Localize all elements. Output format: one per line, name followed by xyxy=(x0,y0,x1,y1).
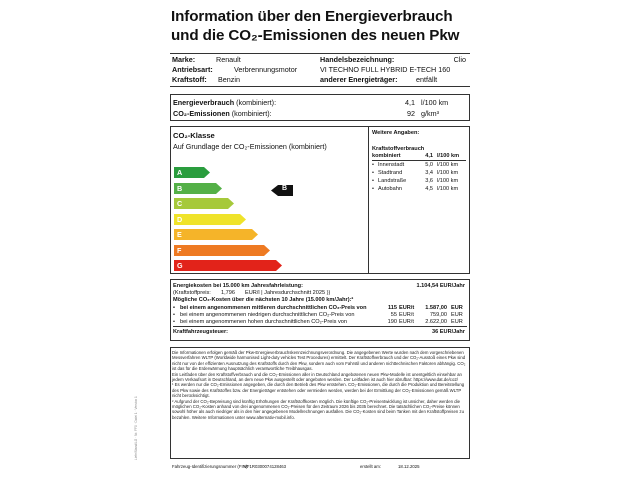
co2-class-letter: G xyxy=(177,261,183,270)
fuel-row-bullet: • xyxy=(372,170,374,176)
co2-class-letter: E xyxy=(177,230,182,239)
fuel-combined-label: kombiniert xyxy=(372,153,401,159)
page-title xyxy=(171,7,471,45)
fuel-row-unit: l/100 km xyxy=(437,162,459,168)
fuel-row-unit: l/100 km xyxy=(437,178,459,184)
co2-class-letter: F xyxy=(177,245,182,255)
fuel-row-label: Landstraße xyxy=(378,178,407,184)
co2-cost-bullet: • xyxy=(173,319,175,325)
co2-emissions-suffix: (kombiniert): xyxy=(231,109,272,118)
co2-class-letter: A xyxy=(177,168,183,177)
co2-cost-bullet: • xyxy=(173,312,175,318)
fuel-combined-value: 4,1 xyxy=(425,153,433,159)
disclaimer-paragraph-1: Die Informationen erfolgen gemäß der Pkw-Energieverbrauchskennzeichnungsverordnung. Die angegebenen Werte wurden nach dem vorgeschriebenen Messverfahren WLTP (Worldwide harmonised Light-duty vehicles Test Procedures) ermittelt. Der Kraftstoffverbrauch und der CO₂-Ausstoß eines Pkw sind nicht nur von der effizienten Ausnutzung des Kraftstoffs durch den Pkw, sondern auch vom Fahrstil und anderen nichttechnischen Faktoren abhängig. CO₂ ist das für die Erderwärmung hauptsächlich verantwortliche Treibhausgas. xyxy=(172,350,466,372)
co2-cost-price: 55 xyxy=(390,312,397,318)
energy-cost-label: Energiekosten bei 15.000 km Jahresfahrleistung: xyxy=(173,283,303,289)
fuel-price-label: (Kraftstoffpreis: xyxy=(173,290,211,296)
anderer-energietraeger-label: anderer Energieträger: xyxy=(320,75,398,84)
side-reference-text: Liefe/Stand/LG · Nr. FF0 · Datei 1 · Version 1 xyxy=(134,396,138,460)
co2-cost-label: bei einem angenommenen hohen durchschnittlichen CO₂-Preis von xyxy=(180,319,347,325)
antrieb-label: Antriebsart: xyxy=(172,65,213,74)
costs-box xyxy=(170,279,470,341)
fuel-price-unit: EUR/l | Jahresdurchschnitt 2025 )) xyxy=(245,290,331,296)
title-line-1: Information über den Energieverbrauch xyxy=(171,8,453,25)
fuel-combined-rule xyxy=(372,160,466,161)
energy-consumption-suffix: (kombiniert): xyxy=(236,98,277,107)
disclaimer-paragraph-2: Ein Leitfaden über den Kraftstoffverbrauch und die CO₂-Emissionen aller in Deutschland angebotenen neuen Pkw-Modelle ist unentgeltlich einsehbar an jedem Verkaufsort in Deutschland, an dem neue Pkw ausgestellt oder angeboten werden. Der Leitfaden ist auch hier abrufbar: https://www.dat.de/co2/ xyxy=(172,371,462,383)
co2-cost-currency: EUR xyxy=(451,305,463,311)
energy-consumption-label: Energieverbrauch xyxy=(173,98,235,107)
fuel-row-bullet: • xyxy=(372,178,374,184)
co2-class-arrow-d xyxy=(174,214,247,225)
fuel-row-bullet: • xyxy=(372,162,374,168)
co2-cost-heading: Mögliche CO₂-Kosten über die nächsten 10 Jahre (15.000 km/Jahr):² xyxy=(173,297,354,303)
co2-cost-label: bei einem angenommenen niedrigen durchschnittlichen CO₂-Preis von xyxy=(180,312,355,318)
tax-label: Kraftfahrzeugsteuer: xyxy=(173,329,229,335)
co2-class-heading: CO₂-Klasse xyxy=(173,131,215,140)
co2-emissions-label: CO₂-Emissionen xyxy=(173,109,230,118)
disclaimer-paragraph-4: ² Aufgrund der CO₂-Bepreisung sind künftig Erhöhungen der Kraftstoffkosten möglich. Die künftige CO₂-Preisentwicklung ist unsicher, daher werden die möglichen CO₂-Kosten anhand von drei angenommenen CO₂-Preisen für den Zeitraum 2026 bis 2035 berechnet. Die tatsächlichen CO₂-Preise können sowohl höher als auch niedriger als in den hier angegebenen Modellrechnungen ausfallen. Die CO₂-Kosten sind beim Tanken mit den Kraftstoffpreisen zu bezahlen. Weitere Informationen unter www.alternativ-mobil.info. xyxy=(172,398,464,420)
co2-class-divider xyxy=(368,127,369,273)
handelsbezeichnung-value-2: VI TECHNO FULL HYBRID E-TECH 160 xyxy=(320,65,451,74)
co2-cost-value: 1.587,00 xyxy=(425,305,447,311)
fin-label: Fahrzeug-Identifizierungsnummer (FIN): xyxy=(172,464,249,469)
fuel-row-label: Innenstadt xyxy=(378,162,405,168)
created-label: erstellt am: xyxy=(360,464,382,469)
co2-class-subheading: Auf Grundlage der CO₂-Emissionen (kombiniert) xyxy=(173,142,327,151)
co2-emissions-unit: g/km³ xyxy=(421,109,439,118)
co2-cost-value: 2.622,00 xyxy=(425,319,447,325)
co2-cost-currency: EUR xyxy=(451,319,463,325)
co2-class-arrow-b xyxy=(174,183,223,194)
fuel-row-label: Autobahn xyxy=(378,186,402,192)
handelsbezeichnung-value: Clio xyxy=(453,55,466,64)
further-heading: Weitere Angaben: xyxy=(372,130,420,136)
consumption-box xyxy=(170,94,470,121)
disclaimer-paragraph-3: ¹ Es werden nur die CO₂-Emissionen angegeben, die durch den Betrieb des Pkw entstehen. CO₂-Emissionen, die durch die Produktion und Bereitstellung des Pkw sowie des Kraftstoffes bzw. der Energieträger entstehen oder vermieden werden, werden bei der Ermittlung der CO₂-Emissionen gemäß WLTP nicht berücksichtigt. xyxy=(172,382,465,399)
antrieb-value: Verbrennungsmotor xyxy=(234,65,298,74)
co2-class-arrow-e xyxy=(174,229,259,240)
fuel-price-value: 1,796 xyxy=(221,290,235,296)
tax-value: 36 EUR/Jahr xyxy=(432,329,465,335)
co2-emissions-value: 92 xyxy=(407,109,415,118)
co2-cost-price: 115 xyxy=(387,305,397,311)
handelsbezeichnung-label: Handelsbezeichnung: xyxy=(320,55,395,64)
co2-cost-price-unit: EUR/t xyxy=(399,305,415,311)
co2-class-arrow-f xyxy=(174,245,271,256)
disclaimer xyxy=(172,350,470,420)
created-date: 18.12.2025 xyxy=(398,464,420,469)
co2-cost-currency: EUR xyxy=(451,312,463,318)
marke-value: Renault xyxy=(216,55,241,64)
co2-class-letter: B xyxy=(177,183,183,193)
co2-class-arrow-c xyxy=(174,198,235,209)
co2-cost-label: bei einem angenommenen mittleren durchschnittlichen CO₂-Preis von xyxy=(180,305,367,311)
co2-class-letter: C xyxy=(177,199,183,208)
energy-consumption-value: 4,1 xyxy=(405,98,415,107)
co2-class-letter: D xyxy=(177,214,183,224)
co2-class-arrow-a xyxy=(174,167,211,178)
fuel-row-unit: l/100 km xyxy=(437,170,459,176)
fuel-row-value: 3,4 xyxy=(425,170,433,176)
fuel-row-unit: l/100 km xyxy=(437,186,459,192)
energy-consumption-row xyxy=(173,98,276,107)
fin-value: VF1R0300074128463 xyxy=(244,464,287,469)
co2-emissions-row xyxy=(173,109,272,118)
fuel-row-bullet: • xyxy=(372,186,374,192)
kraftstoff-value: Benzin xyxy=(218,75,240,84)
co2-cost-price: 190 xyxy=(387,319,397,325)
fuel-row-label: Stadtrand xyxy=(378,170,403,176)
vehicle-info-box xyxy=(170,53,470,87)
co2-cost-price-unit: EUR/t xyxy=(399,312,414,318)
energy-consumption-unit: l/100 km xyxy=(421,98,449,107)
co2-cost-price-unit: EUR/t xyxy=(399,319,414,325)
co2-cost-value: 759,00 xyxy=(429,312,447,318)
fuel-combined-unit: l/100 km xyxy=(437,153,460,159)
cost-rule xyxy=(173,326,467,327)
current-class-letter: B xyxy=(282,185,288,192)
kraftstoff-label: Kraftstoff: xyxy=(172,75,207,84)
fuel-consumption-heading: Kraftstoffverbrauch xyxy=(372,146,425,152)
side-reference xyxy=(131,300,141,460)
current-class-marker xyxy=(271,183,293,194)
anderer-energietraeger-value: entfällt xyxy=(416,75,438,84)
co2-cost-bullet: • xyxy=(173,305,175,311)
marke-label: Marke: xyxy=(172,55,196,64)
fuel-row-value: 3,6 xyxy=(425,178,433,184)
fuel-row-value: 4,5 xyxy=(425,186,433,192)
energy-cost-value: 1.104,54 EUR/Jahr xyxy=(416,283,465,289)
fuel-row-value: 5,0 xyxy=(425,162,433,168)
co2-class-arrow-g xyxy=(174,260,283,271)
title-line-2: und die CO₂-Emissionen des neuen Pkw xyxy=(171,27,460,44)
